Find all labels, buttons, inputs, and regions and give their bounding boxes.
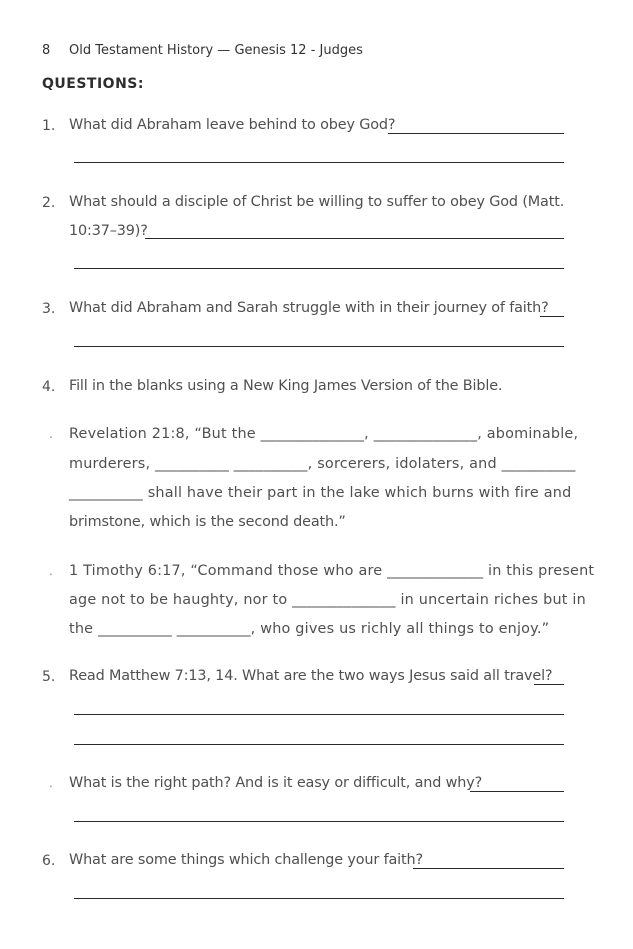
question-text-line: What are some things which challenge your faith?: [69, 852, 423, 868]
answer-line[interactable]: [74, 714, 564, 715]
answer-line[interactable]: [74, 821, 564, 822]
questions-heading: QUESTIONS:: [42, 76, 144, 92]
question-number: 2.: [42, 195, 56, 211]
answer-line[interactable]: [74, 346, 564, 347]
question-number: 4.: [42, 379, 56, 395]
question-text-line: Read Matthew 7:13, 14. What are the two ways Jesus said all travel?: [69, 668, 553, 684]
answer-line[interactable]: [145, 238, 564, 239]
fill-blank-line[interactable]: 1 Timothy 6:17, “Command those who are _____________ in this present: [69, 563, 595, 579]
question-text: [69, 117, 395, 133]
fill-blank-line: brimstone, which is the second death.”: [69, 514, 346, 530]
question-text-line: What should a disciple of Christ be willing to suffer to obey God (Matt.: [69, 194, 565, 210]
question-text-line: What did Abraham leave behind to obey God?: [69, 117, 396, 133]
question-text-line: 10:37–39)?: [69, 223, 148, 239]
answer-line[interactable]: [74, 744, 564, 745]
answer-line[interactable]: [388, 133, 564, 134]
question-number: 1.: [42, 118, 56, 134]
question-text-line: What did Abraham and Sarah struggle with in their journey of faith?: [69, 300, 549, 316]
answer-line[interactable]: [74, 162, 564, 163]
sub-item-marker: .: [49, 427, 53, 441]
question-text-line: What is the right path? And is it easy or difficult, and why?: [69, 775, 483, 791]
fill-blank-line[interactable]: __________ shall have their part in the lake which burns with fire and: [69, 485, 572, 501]
answer-line[interactable]: [534, 684, 564, 685]
fill-blank-line[interactable]: the __________ __________, who gives us richly all things to enjoy.”: [69, 621, 550, 637]
question-number: 5.: [42, 669, 56, 685]
fill-blank-line[interactable]: Revelation 21:8, “But the ______________, ______________, abominable,: [69, 426, 579, 442]
question-number: 6.: [42, 853, 56, 869]
answer-line[interactable]: [470, 791, 564, 792]
running-header-title: Old Testament History — Genesis 12 - Judges: [69, 43, 363, 58]
answer-line[interactable]: [74, 268, 564, 269]
fill-blank-line[interactable]: age not to be haughty, nor to ______________ in uncertain riches but in: [69, 592, 586, 608]
answer-line[interactable]: [74, 898, 564, 899]
page-number: 8: [42, 43, 51, 58]
fill-blank-line[interactable]: murderers, __________ __________, sorcerers, idolaters, and __________: [69, 456, 576, 472]
sub-item-marker: .: [49, 776, 53, 790]
page-header: [42, 43, 363, 58]
answer-line[interactable]: [540, 316, 564, 317]
sub-item-marker: .: [49, 564, 53, 578]
question-text-line: Fill in the blanks using a New King James Version of the Bible.: [69, 378, 503, 394]
question-number: 3.: [42, 301, 56, 317]
answer-line[interactable]: [413, 868, 564, 869]
